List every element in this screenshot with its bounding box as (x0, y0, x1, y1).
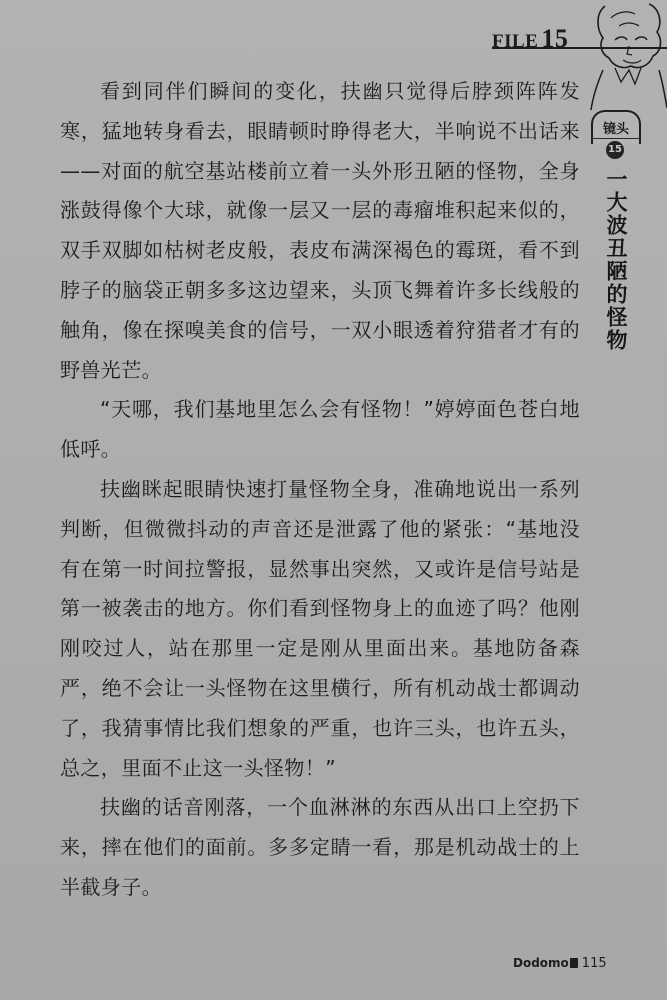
page-footer (513, 956, 607, 971)
paragraph-4: 扶幽的话音刚落，一个血淋淋的东西从出口上空扔下来，摔在他们的面前。多多定睛一看，那是机动战士的上半截身子。 (60, 795, 580, 899)
cartoon-character-illustration (575, 0, 667, 120)
brand-mark-icon (570, 958, 578, 968)
chapter-header (492, 24, 568, 54)
paragraph-1: 看到同伴们瞬间的变化，扶幽只觉得后脖颈阵阵发寒，猛地转身看去，眼睛顿时睁得老大，半响说不出话来——对面的航空基站楼前立着一头外形丑陋的怪物，全身涨鼓得像个大球，就像一层又一层的毒瘤堆积起来似的，双手双脚如枯树老皮般，表皮布满深褐色的霉斑，看不到脖子的脑袋正朝多多这边望来，头顶飞舞着许多长线般的触角，像在探嗅美食的信号，一双小眼透着狩猎者才有的野兽光芒。 (60, 79, 580, 382)
paragraph-3: 扶幽眯起眼睛快速打量怪物全身，准确地说出一系列判断，但微微抖动的声音还是泄露了他的紧张：“基地没有在第一时间拉警报，显然事出突然，又或许是信号站是第一被袭击的地方。你们看到怪物身上的血迹了吗？他刚刚咬过人，站在那里一定是刚从里面出来。基地防备森严，绝不会让一头怪物在这里横行，所有机动战士都调动了，我猜事情比我们想象的严重，也许三头，也许五头，总之，里面不止这一头怪物！” (60, 476, 580, 780)
chapter-number-badge: 15 (606, 141, 624, 159)
side-tab-label: 镜头 (602, 122, 629, 137)
file-number: 15 (541, 24, 569, 53)
chapter-title-vertical: 一大波丑陋的怪物 (604, 168, 629, 352)
side-tab-divider (593, 138, 641, 139)
file-label: FILE (492, 31, 539, 52)
body-text (60, 72, 580, 908)
paragraph-2: “天哪，我们基地里怎么会有怪物！”婷婷面色苍白地低呼。 (60, 397, 580, 462)
page-number: 115 (581, 956, 607, 971)
footer-brand: Dodomo (513, 956, 569, 970)
